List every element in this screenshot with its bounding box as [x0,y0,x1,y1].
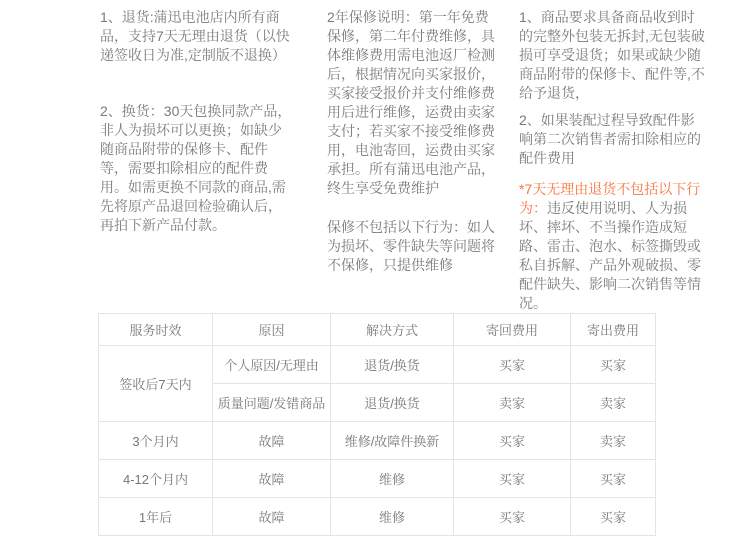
send-out-fee-cell: 买家 [571,460,656,498]
service-time-cell: 签收后7天内 [99,346,213,422]
reason-cell: 质量问题/发错商品 [213,384,331,422]
table-header-row [99,314,656,346]
reason-cell: 故障 [213,498,331,536]
table-header-send-back-fee: 寄回费用 [454,314,571,346]
return-policy-text: 1、退货:蒲迅电池店内所有商品，支持7天无理由退货（以快递签收日为准,定制版不退换） [100,9,290,63]
exchange-policy-text: 2、换货：30天包换同款产品，非人为损坏可以更换；如缺少随商品附带的保修卡、配件等，需要扣除相应的配件费用。如需更换不同款的商品,需先将原产品退回检验确认后，再拍下新产品付款。 [100,103,292,233]
warranty-description-text: 2年保修说明：第一年免费保修，第二年付费维修，具体维修费用需电池返厂检测后，根据情况向买家报价，买家接受报价并支付维修费用后进行维修，运费由卖家支付；若买家不接受维修费用，电池寄回，运费由买家承担。所有蒲迅电池产品，终生享受免费维护 [327,9,495,196]
no-reason-return-exclusion-detail: 违反使用说明、人为损坏、摔坏、不当操作造成短路、雷击、泡水、标签撕毁或私自拆解、产品外观破损、零配件缺失、影响二次销售等情况。 [519,200,701,311]
solution-cell: 维修/故障件换新 [331,422,454,460]
send-out-fee-cell: 买家 [571,346,656,384]
product-requirement-column [519,8,707,313]
send-back-fee-cell: 买家 [454,422,571,460]
reason-cell: 故障 [213,460,331,498]
send-back-fee-cell: 买家 [454,346,571,384]
service-time-cell: 1年后 [99,498,213,536]
send-out-fee-cell: 卖家 [571,422,656,460]
table-header-service-time: 服务时效 [99,314,213,346]
product-requirement-text: 1、商品要求具备商品收到时的完整外包装无拆封,无包装破损可享受退货；如果或缺少随商品附带的保修卡、配件等,不给予退货， [519,9,705,101]
table-header-send-out-fee: 寄出费用 [571,314,656,346]
accessory-fee-text: 2、如果装配过程导致配件影响第二次销售者需扣除相应的配件费用 [519,112,701,166]
send-out-fee-cell: 卖家 [571,384,656,422]
service-time-cell: 3个月内 [99,422,213,460]
solution-cell: 退货/换货 [331,346,454,384]
table-header-reason: 原因 [213,314,331,346]
table-row [99,422,656,460]
solution-cell: 退货/换货 [331,384,454,422]
table-row [99,460,656,498]
table-header-solution: 解决方式 [331,314,454,346]
warranty-policy-column [327,8,499,275]
warranty-exclusion-text: 保修不包括以下行为：如人为损坏、零件缺失等问题将不保修，只提供维修 [327,219,495,273]
send-back-fee-cell: 买家 [454,498,571,536]
service-time-cell: 4-12个月内 [99,460,213,498]
reason-cell: 个人原因/无理由 [213,346,331,384]
solution-cell: 维修 [331,498,454,536]
send-back-fee-cell: 买家 [454,460,571,498]
service-policy-table [98,313,656,536]
no-reason-return-exclusion-text [519,180,707,313]
table-row [99,346,656,384]
send-back-fee-cell: 卖家 [454,384,571,422]
table-row [99,498,656,536]
send-out-fee-cell: 买家 [571,498,656,536]
reason-cell: 故障 [213,422,331,460]
solution-cell: 维修 [331,460,454,498]
return-policy-column [100,8,292,235]
no-reason-return-exclusion-title: *7天无理由退货不包括以下行为： [519,181,701,216]
